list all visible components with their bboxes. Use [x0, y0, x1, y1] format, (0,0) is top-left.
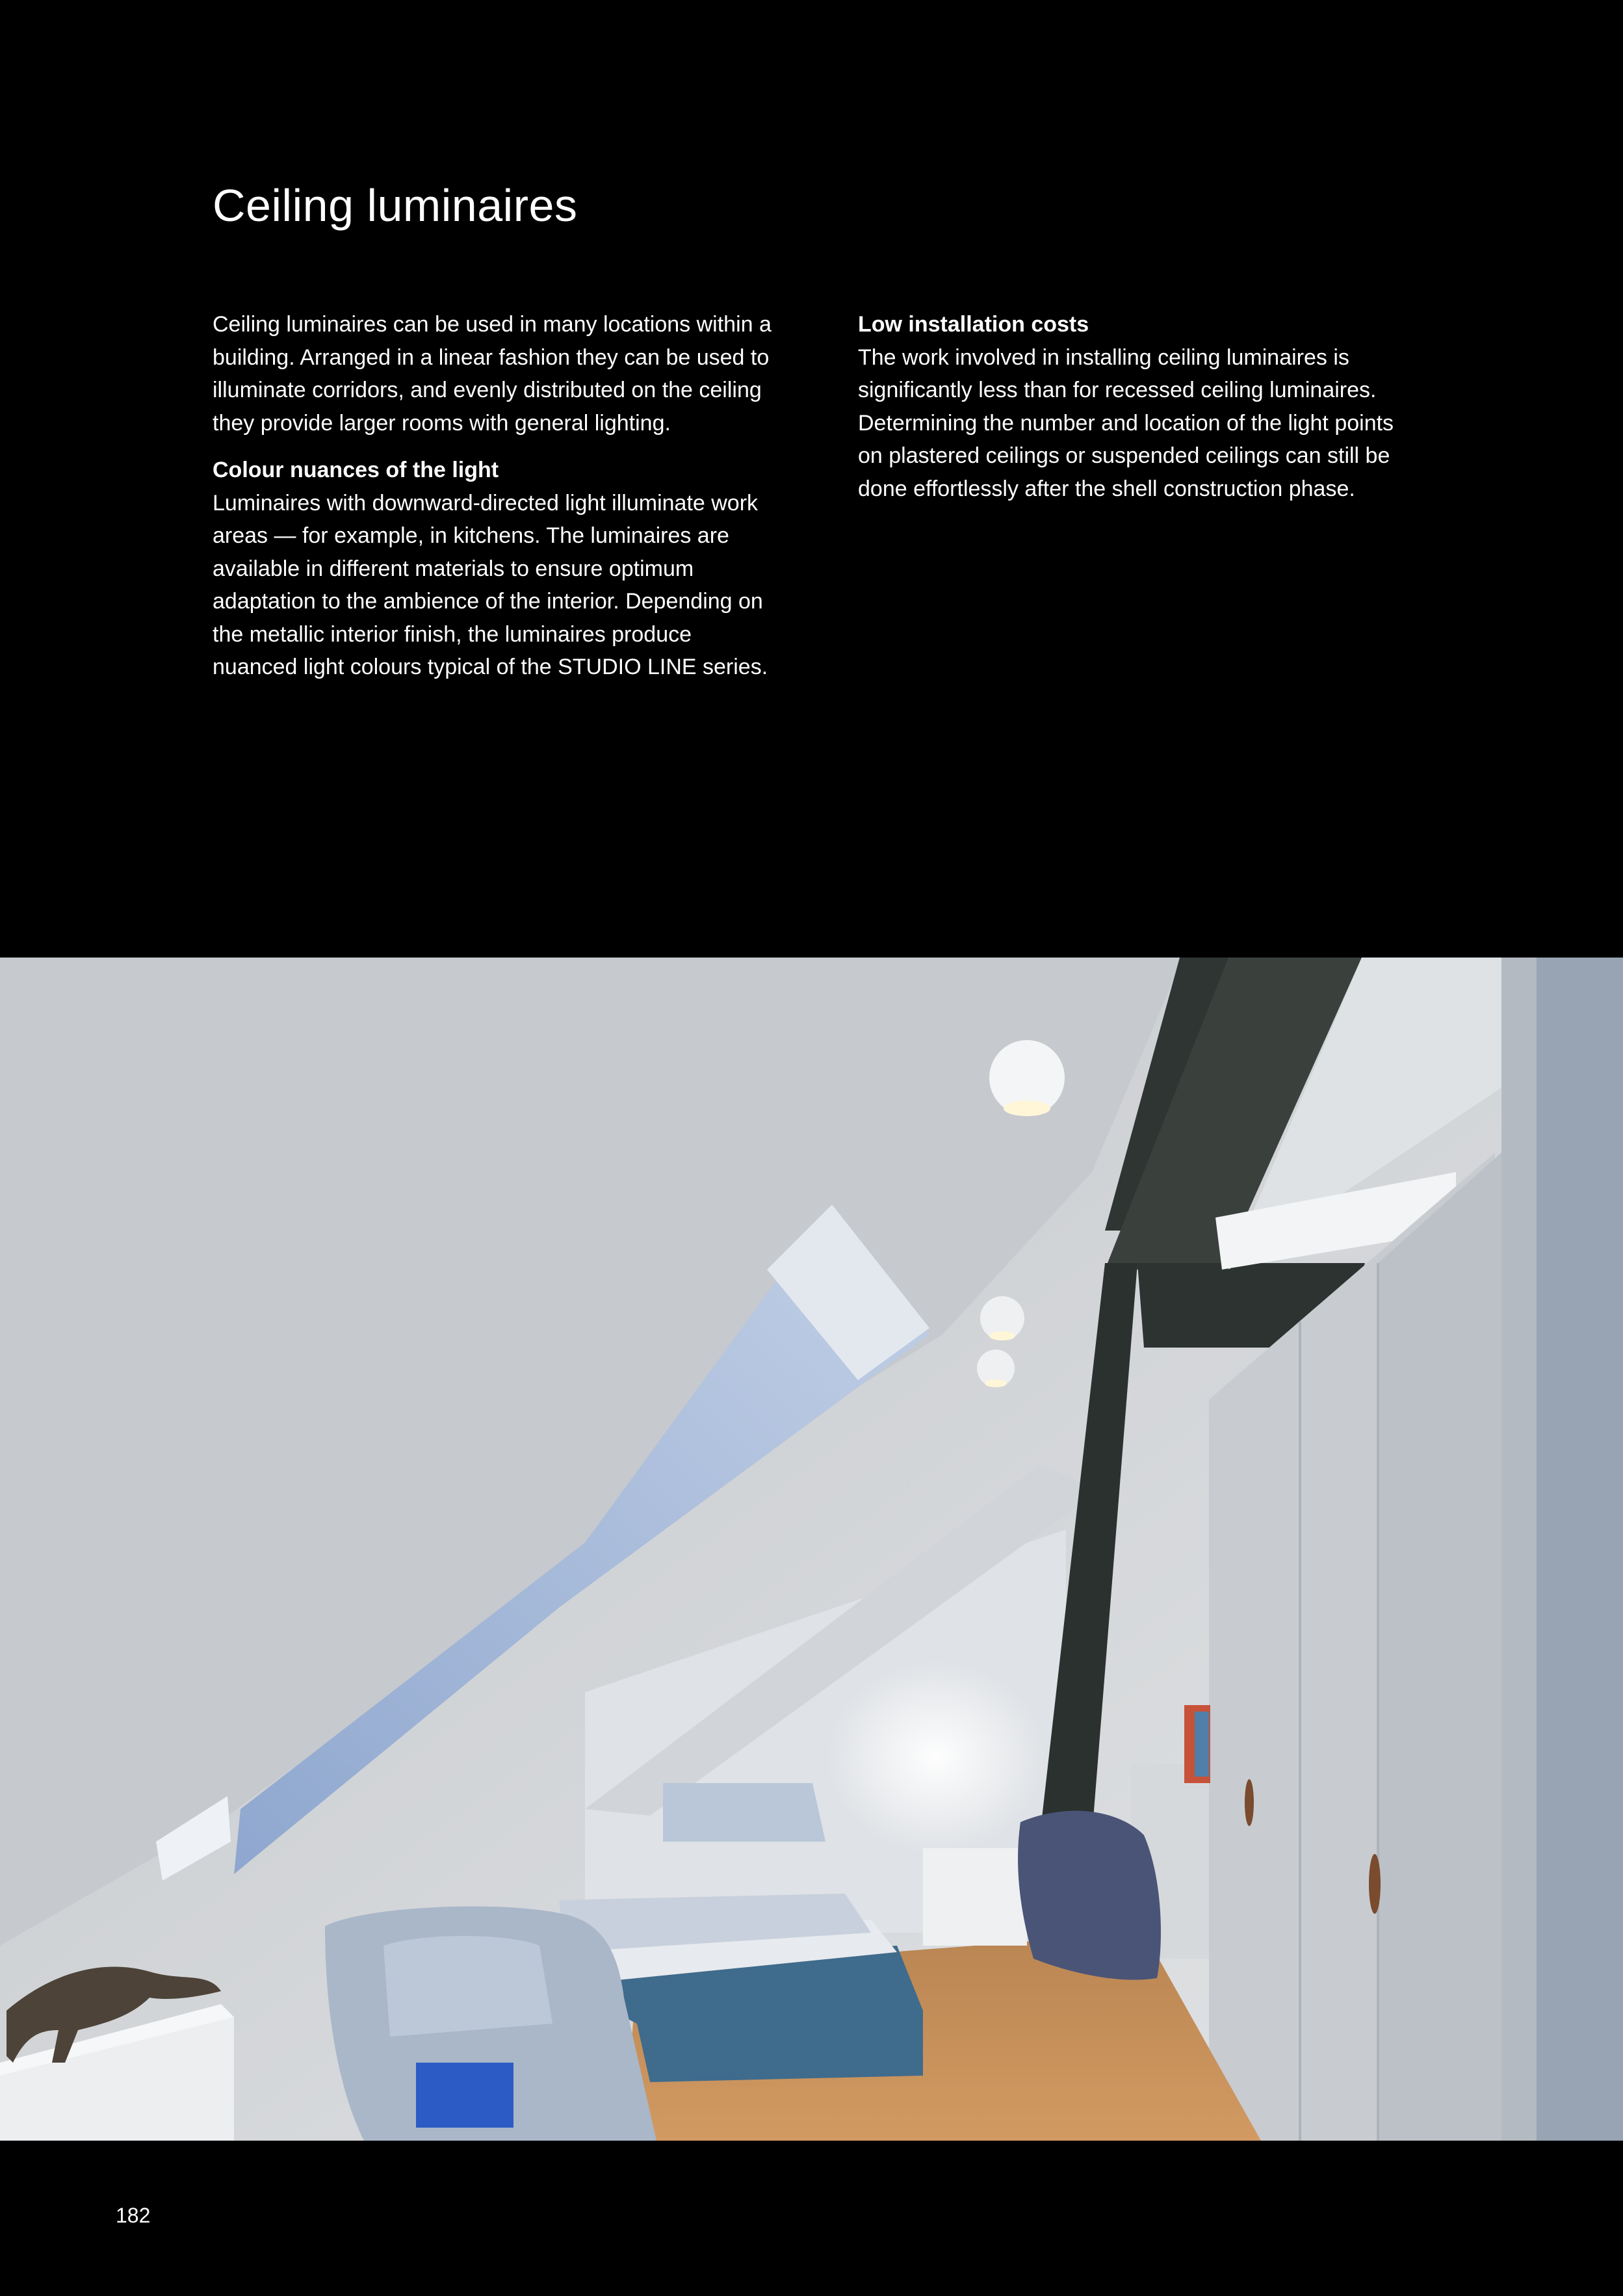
colour-nuances-paragraph: Luminaires with downward-directed light illuminate work areas — for example, in kitchens. The luminaires are available in different materials to ensure optimum adaptation to the ambience of the interior. Depending on the metallic interior finish, the luminaires produce nuanced light colours typical of the STUDIO LINE series.: [213, 490, 768, 679]
page-number: 182: [116, 2204, 151, 2227]
colour-nuances-heading: Colour nuances of the light: [213, 458, 499, 482]
installation-costs-paragraph: The work involved in installing ceiling luminaires is significantly less than for recessed ceiling luminaires. Determining the number and location of the light points on plastered ceilings or suspended ceilings can still be done effortlessly after the shell construction phase.: [858, 345, 1394, 501]
ceiling-luminaire-2: [980, 1296, 1024, 1340]
intro-paragraph: Ceiling luminaires can be used in many locations within a building. Arranged in a linear fashion they can be used to illuminate corridors, and evenly distributed on the ceiling they provide larger rooms with general lighting.: [213, 312, 772, 436]
right-text-column: [858, 308, 1417, 505]
attic-bedroom-photo: [0, 958, 1623, 2141]
installation-costs-heading: Low installation costs: [858, 312, 1089, 337]
left-text-column: [213, 308, 772, 684]
page-title: Ceiling luminaires: [213, 180, 578, 231]
ceiling-luminaire-3: [977, 1350, 1015, 1387]
